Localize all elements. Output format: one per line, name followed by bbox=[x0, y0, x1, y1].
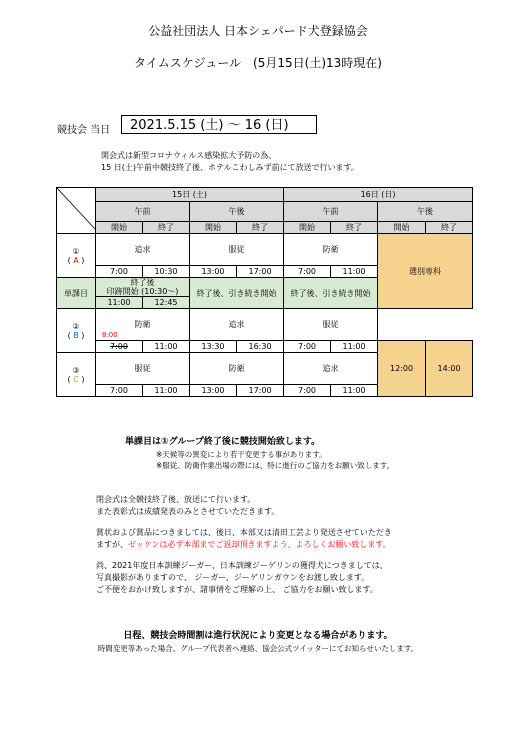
intro-note-line: 開会式は新型コロナウィルス感染拡大予防の為、 bbox=[101, 151, 277, 160]
end-header: 終了 bbox=[331, 222, 378, 234]
time-cell: 11:00 bbox=[331, 385, 378, 397]
single-note-line: 印跡開始 (10:30～) bbox=[106, 287, 179, 296]
group-letter-b: B bbox=[73, 330, 79, 340]
group-number: ② bbox=[72, 321, 80, 331]
single-subject-note: 単課目は①グループ終了後に競技開始致します。 bbox=[125, 437, 321, 447]
group-number: ① bbox=[72, 246, 80, 256]
time-cell-struck: 7:00 bbox=[96, 341, 143, 353]
schedule-table bbox=[56, 187, 473, 397]
time-cell: 11:00 bbox=[96, 297, 143, 309]
period-header-16-am: 午前 bbox=[284, 202, 378, 222]
time-cell: 7:00 bbox=[96, 385, 143, 397]
footer-contact-notice: 時間変更等あった場合、グループ代表者へ連絡、協会公式ツイッターにてお知らせいたします。 bbox=[97, 644, 419, 653]
group-a-event-15-am: 追求 bbox=[96, 234, 190, 266]
single-continue-15-pm: 終了後、引き続き開始 bbox=[190, 278, 284, 309]
photo-line: 写真撮影がありますので、 ジーガー、ジーゲリンガウンをお渡し致します。 bbox=[96, 573, 370, 582]
bib-return-notice: ゼッケンは必ず本部までご返却頂きますよう、よろしくお願い致します。 bbox=[128, 540, 391, 549]
single-note-line: 終了後 bbox=[130, 278, 155, 287]
photo-line: ご不便をおかけ致しますが、諸事情をご理解の上、 ご協力をお願い致します。 bbox=[96, 585, 378, 594]
end-header: 終了 bbox=[426, 222, 473, 234]
closing-ceremony-note bbox=[96, 494, 279, 518]
elite-class-cell: 選別専科 bbox=[378, 234, 473, 309]
time-cell: 7:00 bbox=[284, 341, 331, 353]
day-header-16: 16日 (日) bbox=[284, 188, 473, 202]
group-letter: ( B ) bbox=[67, 330, 85, 340]
meet-day-label: 競技会 当日 bbox=[57, 125, 111, 136]
time-cell: 7:00 bbox=[284, 385, 331, 397]
prizes-line: 賞状および賞品につきましては、後日、本部又は清田工芸より発送させていただき bbox=[96, 528, 392, 537]
caveat-line: ※天候等の異変により若干変更する事があります。 bbox=[156, 450, 327, 459]
photo-session-note bbox=[96, 560, 388, 596]
time-cell: 10:30 bbox=[143, 266, 190, 278]
corner-diagonal-line bbox=[57, 188, 96, 230]
time-cell: 11:00 bbox=[143, 385, 190, 397]
organization-title: 公益社団法人 日本シェパード犬登録協会 bbox=[148, 24, 368, 38]
period-header-16-pm: 午後 bbox=[378, 202, 473, 222]
start-header: 開始 bbox=[96, 222, 143, 234]
photo-line: 尚、2021年度日本訓練ジーガー、日本訓練ジーゲリンの獲得犬につきましては、 bbox=[96, 561, 388, 570]
time-cell: 16:30 bbox=[237, 341, 284, 353]
group-number: ③ bbox=[72, 365, 80, 375]
time-cell: 12:45 bbox=[143, 297, 190, 309]
group-c-event-15-am: 服従 bbox=[96, 353, 190, 385]
closing-line: 閉会式は全競技終了後、放送にて行います。 bbox=[96, 495, 256, 504]
time-cell: 13:00 bbox=[190, 385, 237, 397]
group-a-event-16-am: 防衛 bbox=[284, 234, 378, 266]
prizes-line-prefix: ますが、 bbox=[96, 540, 128, 549]
group-b-event-text: 防衛 bbox=[134, 320, 151, 329]
time-cell: 11:00 bbox=[143, 341, 190, 353]
group-b-event-16-am: 服従 bbox=[284, 309, 378, 341]
time-cell: 7:00 bbox=[96, 266, 143, 278]
group-letter-c: C bbox=[73, 374, 79, 384]
group-letter: ( C ) bbox=[67, 374, 85, 384]
footer-change-notice: 日程、競技会時間割は進行状況により変更となる場合があります。 bbox=[123, 631, 393, 641]
schedule-title: タイムスケジュール (5月15日(土)13時現在) bbox=[134, 56, 382, 70]
group-c-label bbox=[57, 353, 96, 397]
time-cell: 17:00 bbox=[237, 266, 284, 278]
single-subject-label: 単課目 bbox=[57, 278, 96, 309]
group-c-event-16-am: 追求 bbox=[284, 353, 378, 385]
single-continue-16-am: 終了後、引き続き開始 bbox=[284, 278, 378, 309]
group-a-label bbox=[57, 234, 96, 278]
elite-start-time: 12:00 bbox=[378, 341, 426, 397]
time-cell: 13:00 bbox=[190, 266, 237, 278]
time-cell: 7:00 bbox=[284, 266, 331, 278]
end-header: 終了 bbox=[237, 222, 284, 234]
caveat-line: ※服従、防衛作業出場の際には、特に進行のご協力をお願い致します。 bbox=[156, 461, 395, 470]
elite-end-time: 14:00 bbox=[426, 341, 473, 397]
group-letter: ( A ) bbox=[67, 255, 85, 265]
start-header: 開始 bbox=[378, 222, 426, 234]
end-header: 終了 bbox=[143, 222, 190, 234]
time-cell: 17:00 bbox=[237, 385, 284, 397]
schedule-caveats bbox=[156, 449, 394, 471]
group-a-event-15-pm: 服従 bbox=[190, 234, 284, 266]
prizes-line bbox=[96, 539, 392, 551]
closing-line: また表彰式は成績発表のみとさせていただきます。 bbox=[96, 507, 280, 516]
revised-start-time: 8:00 bbox=[102, 331, 118, 339]
group-b-event-15-am bbox=[96, 309, 190, 341]
meet-dates-box: 2021.5.15 (土) ～ 16 (日) bbox=[121, 115, 317, 134]
group-b-event-15-pm: 追求 bbox=[190, 309, 284, 341]
intro-note-line: 15 日(土)午前中競技終了後、ホテルこわしみず前にて放送で行います。 bbox=[101, 163, 359, 172]
time-cell: 13:30 bbox=[190, 341, 237, 353]
period-header-15-pm: 午後 bbox=[190, 202, 284, 222]
intro-notes bbox=[101, 150, 359, 174]
group-c-event-15-pm: 防衛 bbox=[190, 353, 284, 385]
table-corner-cell bbox=[57, 188, 96, 234]
period-header-15-am: 午前 bbox=[96, 202, 190, 222]
start-header: 開始 bbox=[284, 222, 331, 234]
day-header-15: 15日 (土) bbox=[96, 188, 284, 202]
start-header: 開始 bbox=[190, 222, 237, 234]
time-cell: 11:00 bbox=[331, 341, 378, 353]
time-cell: 11:00 bbox=[331, 266, 378, 278]
group-b-label bbox=[57, 309, 96, 353]
group-letter-a: A bbox=[73, 255, 79, 265]
prizes-note bbox=[96, 527, 392, 551]
single-tracking-note bbox=[96, 278, 190, 297]
